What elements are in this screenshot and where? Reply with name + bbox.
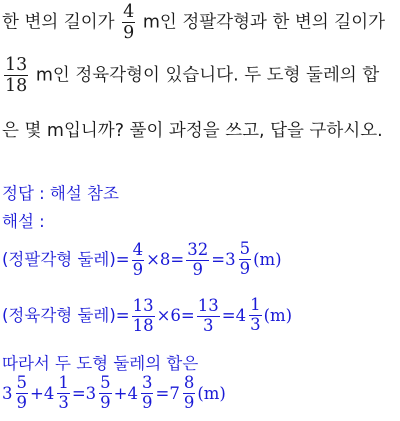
denominator: 18 <box>132 315 154 335</box>
whole: 3 <box>85 383 97 403</box>
mixed-number <box>2 374 30 413</box>
equals: = <box>155 383 170 403</box>
numerator: 4 <box>132 240 144 259</box>
numerator: 13 <box>197 296 219 315</box>
explanation-label: 해설 : <box>2 212 45 231</box>
fraction <box>183 374 196 413</box>
mixed-number <box>127 374 155 413</box>
fraction <box>99 374 112 413</box>
question-line-3 <box>2 117 383 142</box>
fraction <box>132 297 155 336</box>
numerator: 4 <box>123 2 135 22</box>
mixed-number <box>86 374 114 413</box>
denominator: 9 <box>192 259 203 279</box>
equals: = <box>211 249 226 269</box>
denominator: 9 <box>141 392 153 412</box>
question-line-2 <box>2 55 379 96</box>
denominator: 9 <box>132 259 144 279</box>
whole: 4 <box>235 305 247 325</box>
mixed-number <box>225 240 253 279</box>
fraction <box>186 241 209 280</box>
numerator: 1 <box>58 373 69 392</box>
plus: + <box>113 383 128 403</box>
whole: 3 <box>225 249 236 269</box>
multiply-text: ×6= <box>156 305 195 325</box>
denominator: 3 <box>203 315 214 335</box>
fraction <box>197 297 220 336</box>
question-text: m인 정육각형이 있습니다. 두 도형 둘레의 합 <box>35 65 380 86</box>
whole: 4 <box>43 383 55 403</box>
numerator: 32 <box>187 240 209 259</box>
hexagon-lhs: (정육각형 둘레)= <box>2 305 130 325</box>
numerator: 3 <box>141 373 153 392</box>
conclusion-text: 따라서 두 도형 둘레의 합은 <box>2 354 199 373</box>
fraction <box>57 374 70 413</box>
numerator: 13 <box>5 55 28 75</box>
fraction <box>122 2 135 43</box>
fraction <box>132 241 145 280</box>
denominator: 9 <box>123 23 135 44</box>
question-text: m인 정팔각형과 한 변의 길이가 <box>142 12 386 33</box>
denominator: 9 <box>16 392 27 412</box>
fraction <box>16 374 29 413</box>
numerator: 5 <box>16 373 27 392</box>
denominator: 9 <box>239 258 251 278</box>
whole: 4 <box>127 383 138 403</box>
numerator: 13 <box>132 296 154 315</box>
unit: (m) <box>197 383 226 403</box>
fraction <box>239 240 252 279</box>
equals: = <box>71 383 86 403</box>
denominator: 3 <box>250 314 261 334</box>
mixed-number <box>236 296 264 335</box>
numerator: 5 <box>100 373 111 392</box>
denominator: 3 <box>58 392 69 412</box>
whole: 3 <box>2 383 13 403</box>
multiply-text: ×8= <box>146 249 185 269</box>
denominator: 9 <box>183 392 195 412</box>
unit: (m) <box>263 305 293 325</box>
mixed-number <box>44 374 72 413</box>
octagon-perimeter-calc <box>2 240 282 280</box>
numerator: 8 <box>183 373 195 392</box>
question-line-1 <box>2 2 385 43</box>
fraction <box>249 296 262 335</box>
octagon-lhs: (정팔각형 둘레)= <box>2 249 130 269</box>
equals: = <box>221 305 236 325</box>
answer-label: 정답 : 해설 참조 <box>2 184 119 203</box>
unit: (m) <box>253 249 282 269</box>
plus: + <box>30 383 44 403</box>
fraction <box>141 374 154 413</box>
question-text: 한 변의 길이가 <box>2 12 115 33</box>
fraction <box>4 55 28 96</box>
denominator: 9 <box>100 392 111 412</box>
whole: 7 <box>169 383 180 403</box>
hexagon-perimeter-calc <box>2 296 292 336</box>
denominator: 18 <box>5 76 28 97</box>
sum-calc <box>2 374 226 413</box>
question-text: 은 몇 m입니까? 풀이 과정을 쓰고, 답을 구하시오. <box>2 121 383 141</box>
numerator: 5 <box>239 239 251 258</box>
numerator: 1 <box>250 295 261 314</box>
mixed-number <box>169 374 197 413</box>
